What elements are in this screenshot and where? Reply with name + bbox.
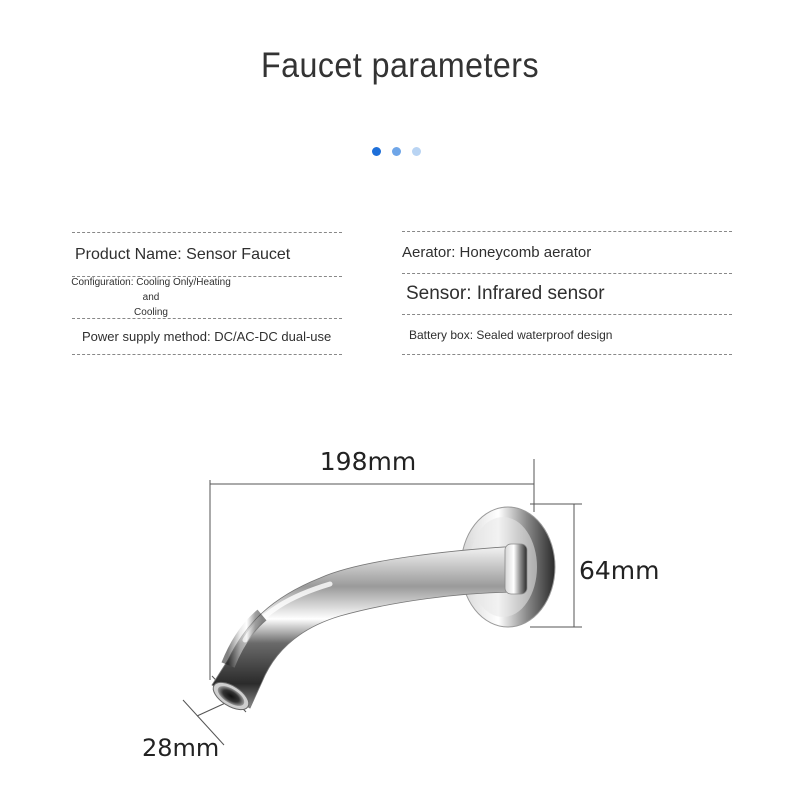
- spec-product-name: Product Name: Sensor Faucet: [72, 232, 342, 276]
- height-dimension-label: 64mm: [579, 556, 660, 585]
- outlet-dimension-label: 28mm: [142, 734, 220, 762]
- spec-battery-box: Battery box: Sealed waterproof design: [402, 314, 732, 355]
- spec-configuration-line1: Configuration: Cooling Only/Heating and: [71, 277, 231, 303]
- length-dimension-label: 198mm: [319, 447, 417, 476]
- spec-configuration-line2: Cooling: [134, 307, 168, 318]
- spec-sensor: Sensor: Infrared sensor: [402, 273, 732, 314]
- spec-power-supply: Power supply method: DC/AC-DC dual-use: [72, 318, 342, 355]
- faucet-spout: [212, 544, 527, 708]
- page-title: Faucet parameters: [260, 46, 540, 85]
- spec-aerator: Aerator: Honeycomb aerator: [402, 231, 732, 273]
